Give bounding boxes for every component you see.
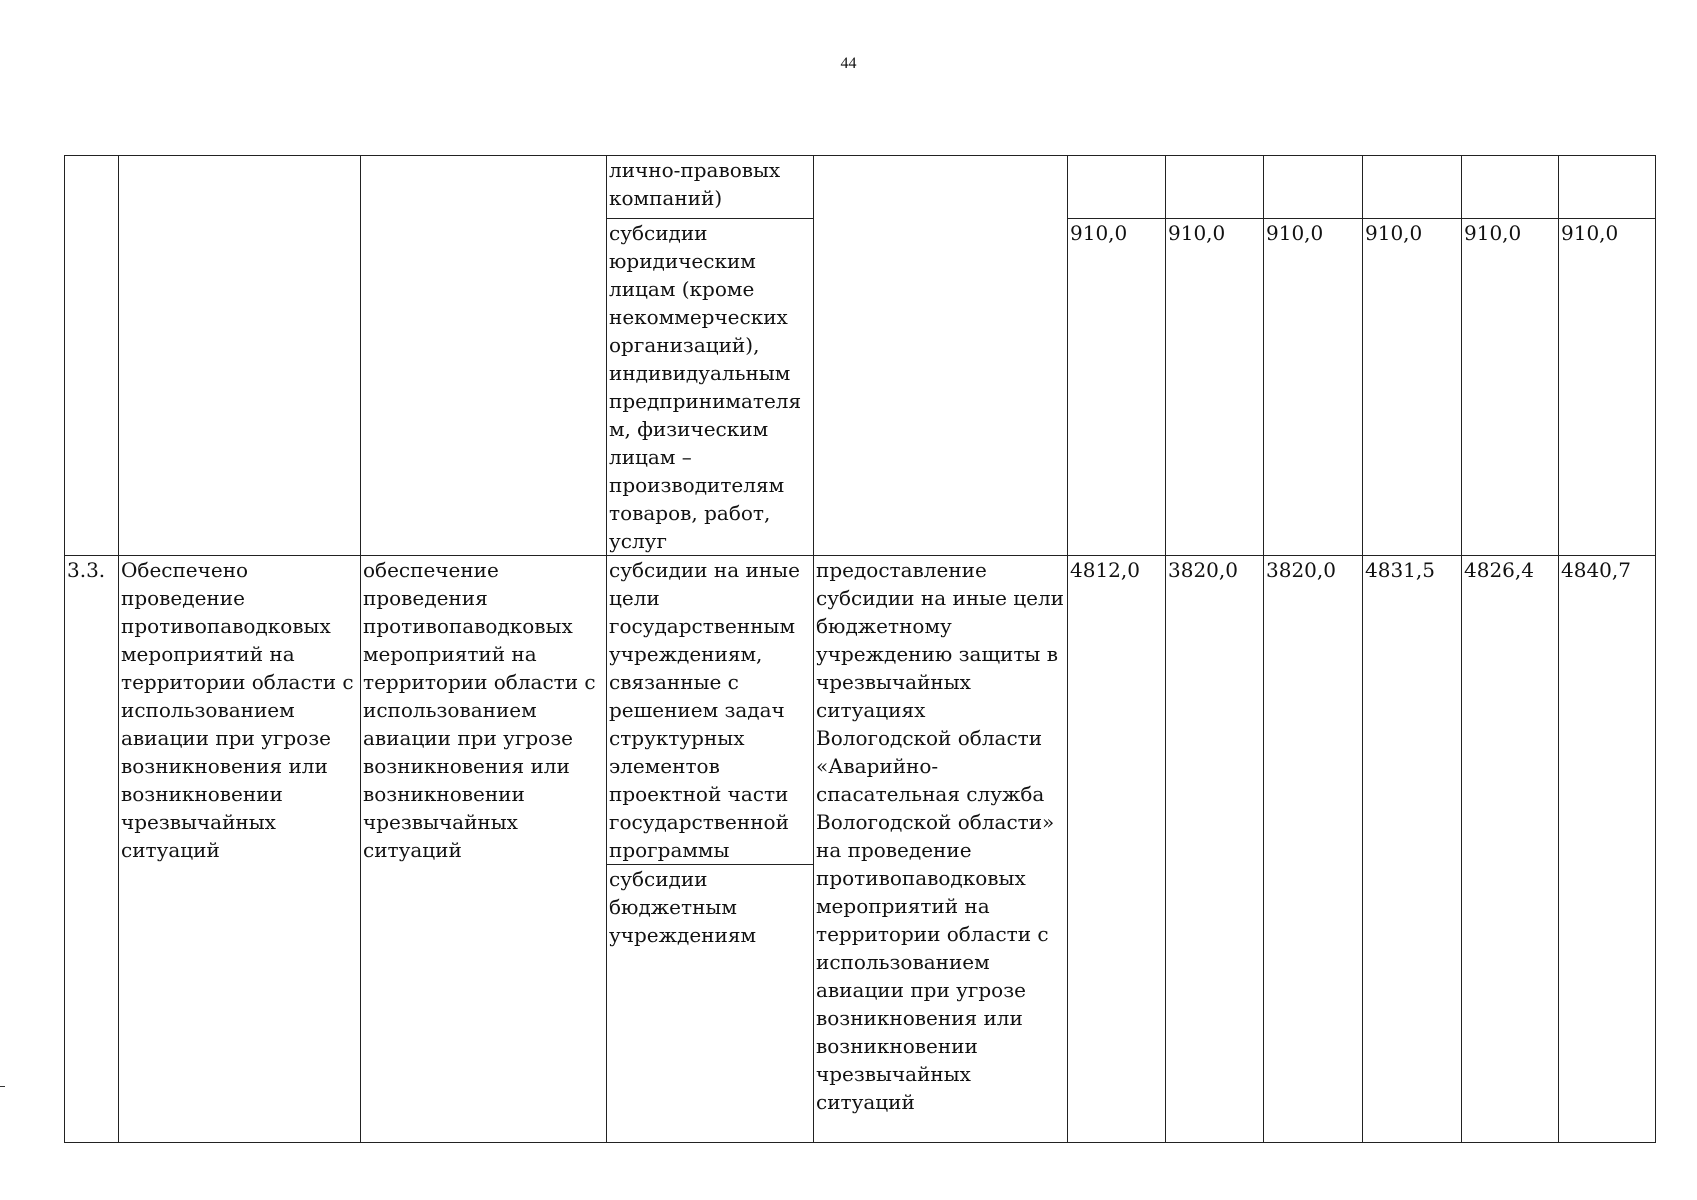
cell-value-empty [1559,156,1656,219]
cell-value: 910,0 [1363,219,1462,556]
source-text: субсидии юридическим лицам (кроме некоммерческих организаций), индивидуальным предпринимателям, физическим лицам – производителям товаров, работ, услуг [609,221,802,553]
cell-value: 910,0 [1559,219,1656,556]
source-text: субсидии бюджетным учреждениям [609,867,757,947]
page-number: 44 [840,55,857,72]
table-row-3-3-a [65,556,1656,865]
cell-source-cont-b [607,219,814,556]
source-text: лично-правовых компаний) [609,158,781,210]
result-text: Обеспечено проведение противопаводковых мероприятий на территории области с использованием авиации при угрозе возникновения или возникновении чрезвычайных ситуаций [121,558,354,862]
cell-number: 3.3. [65,556,119,1143]
cell-number-cont [65,156,119,556]
cell-result-cont [119,156,361,556]
cell-source-b [607,865,814,1143]
cell-result [119,556,361,1143]
source-text: субсидии на иные цели государственным учреждениям, связанные с решением задач структурных элементов проектной части государственной программы [609,558,800,862]
program-table [64,155,1656,1143]
cell-value-empty [1166,156,1264,219]
cell-value: 910,0 [1462,219,1559,556]
cell-value-empty [1068,156,1166,219]
cell-value: 4812,0 [1068,556,1166,1143]
cell-activity [361,556,607,1143]
edge-mark [0,1086,5,1087]
cell-value: 4831,5 [1363,556,1462,1143]
cell-value: 4826,4 [1462,556,1559,1143]
cell-value-empty [1363,156,1462,219]
cell-value: 910,0 [1166,219,1264,556]
cell-value: 4840,7 [1559,556,1656,1143]
cell-value: 3820,0 [1166,556,1264,1143]
cell-value: 3820,0 [1264,556,1363,1143]
cell-value: 910,0 [1264,219,1363,556]
cell-value-empty [1462,156,1559,219]
cell-activity-cont [361,156,607,556]
cell-value: 910,0 [1068,219,1166,556]
cell-value-empty [1264,156,1363,219]
mechanism-text: предоставление субсидии на иные цели бюджетному учреждению защиты в чрезвычайных ситуациях Вологодской области «Аварийно-спасательная служба Вологодской области» на проведение противопаводковых мероприятий на территории области с использованием авиации при угрозе возникновения или возникновении чрезвычайных ситуаций [816,558,1064,1114]
cell-mechanism [814,556,1068,1143]
cell-mechanism-cont [814,156,1068,556]
cell-source-a [607,556,814,865]
table-row-continuation-a [65,156,1656,219]
cell-source-cont-a [607,156,814,219]
activity-text: обеспечение проведения противопаводковых мероприятий на территории области с использованием авиации при угрозе возникновения или возникновении чрезвычайных ситуаций [363,558,596,862]
